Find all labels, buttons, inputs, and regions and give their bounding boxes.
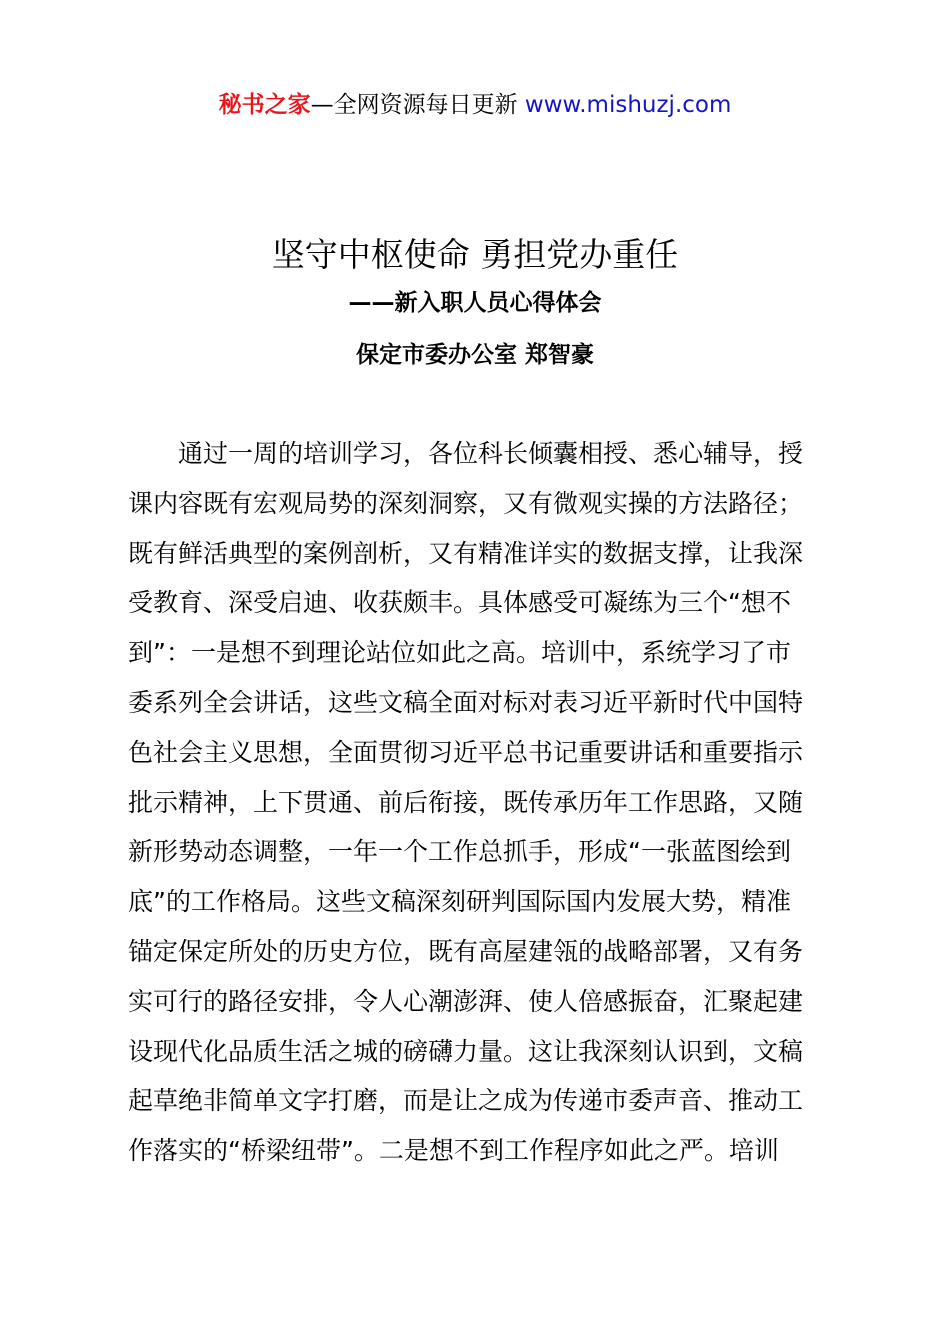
banner-tagline: —全网资源每日更新 <box>310 92 525 118</box>
document-title: 坚守中枢使命 勇担党办重任 <box>271 235 679 274</box>
site-url-link[interactable]: www.mishuzj.com <box>524 92 732 118</box>
body-line: 到”：一是想不到理论站位如此之高。培训中，系统学习了市 <box>128 638 791 668</box>
body-line: 色社会主义思想，全面贯彻习近平总书记重要讲话和重要指示 <box>128 737 804 767</box>
body-line: 作落实的“桥梁纽带”。二是想不到工作程序如此之严。培训 <box>128 1136 779 1166</box>
document-author: 保定市委办公室 郑智豪 <box>355 342 594 368</box>
site-banner <box>0 88 950 122</box>
body-line: 新形势动态调整，一年一个工作总抓手，形成“一张蓝图绘到 <box>128 837 791 867</box>
body-line: 底”的工作格局。这些文稿深刻研判国际国内发展大势，精准 <box>128 887 791 917</box>
brand-name: 秘书之家 <box>218 92 311 118</box>
body-line: 起草绝非简单文字打磨，而是让之成为传递市委声音、推动工 <box>128 1086 804 1116</box>
body-line: 锚定保定所处的历史方位，既有高屋建瓴的战略部署，又有务 <box>128 936 804 966</box>
body-line: 设现代化品质生活之城的磅礴力量。这让我深刻认识到，文稿 <box>128 1036 804 1066</box>
document-subtitle: ——新入职人员心得体会 <box>348 290 602 316</box>
body-line: 通过一周的培训学习，各位科长倾囊相授、悉心辅导，授 <box>128 439 804 468</box>
document-body <box>128 434 838 1181</box>
body-line: 实可行的路径安排，令人心潮澎湃、使人倍感振奋，汇聚起建 <box>128 986 804 1016</box>
body-line: 批示精神，上下贯通、前后衔接，既传承历年工作思路，又随 <box>128 787 804 817</box>
body-line: 受教育、深受启迪、收获颇丰。具体感受可凝练为三个“想不 <box>128 588 791 618</box>
body-line: 课内容既有宏观局势的深刻洞察，又有微观实操的方法路径； <box>128 488 804 518</box>
body-line: 委系列全会讲话，这些文稿全面对标对表习近平新时代中国特 <box>128 687 804 717</box>
body-line: 既有鲜活典型的案例剖析，又有精准详实的数据支撑，让我深 <box>128 538 804 568</box>
